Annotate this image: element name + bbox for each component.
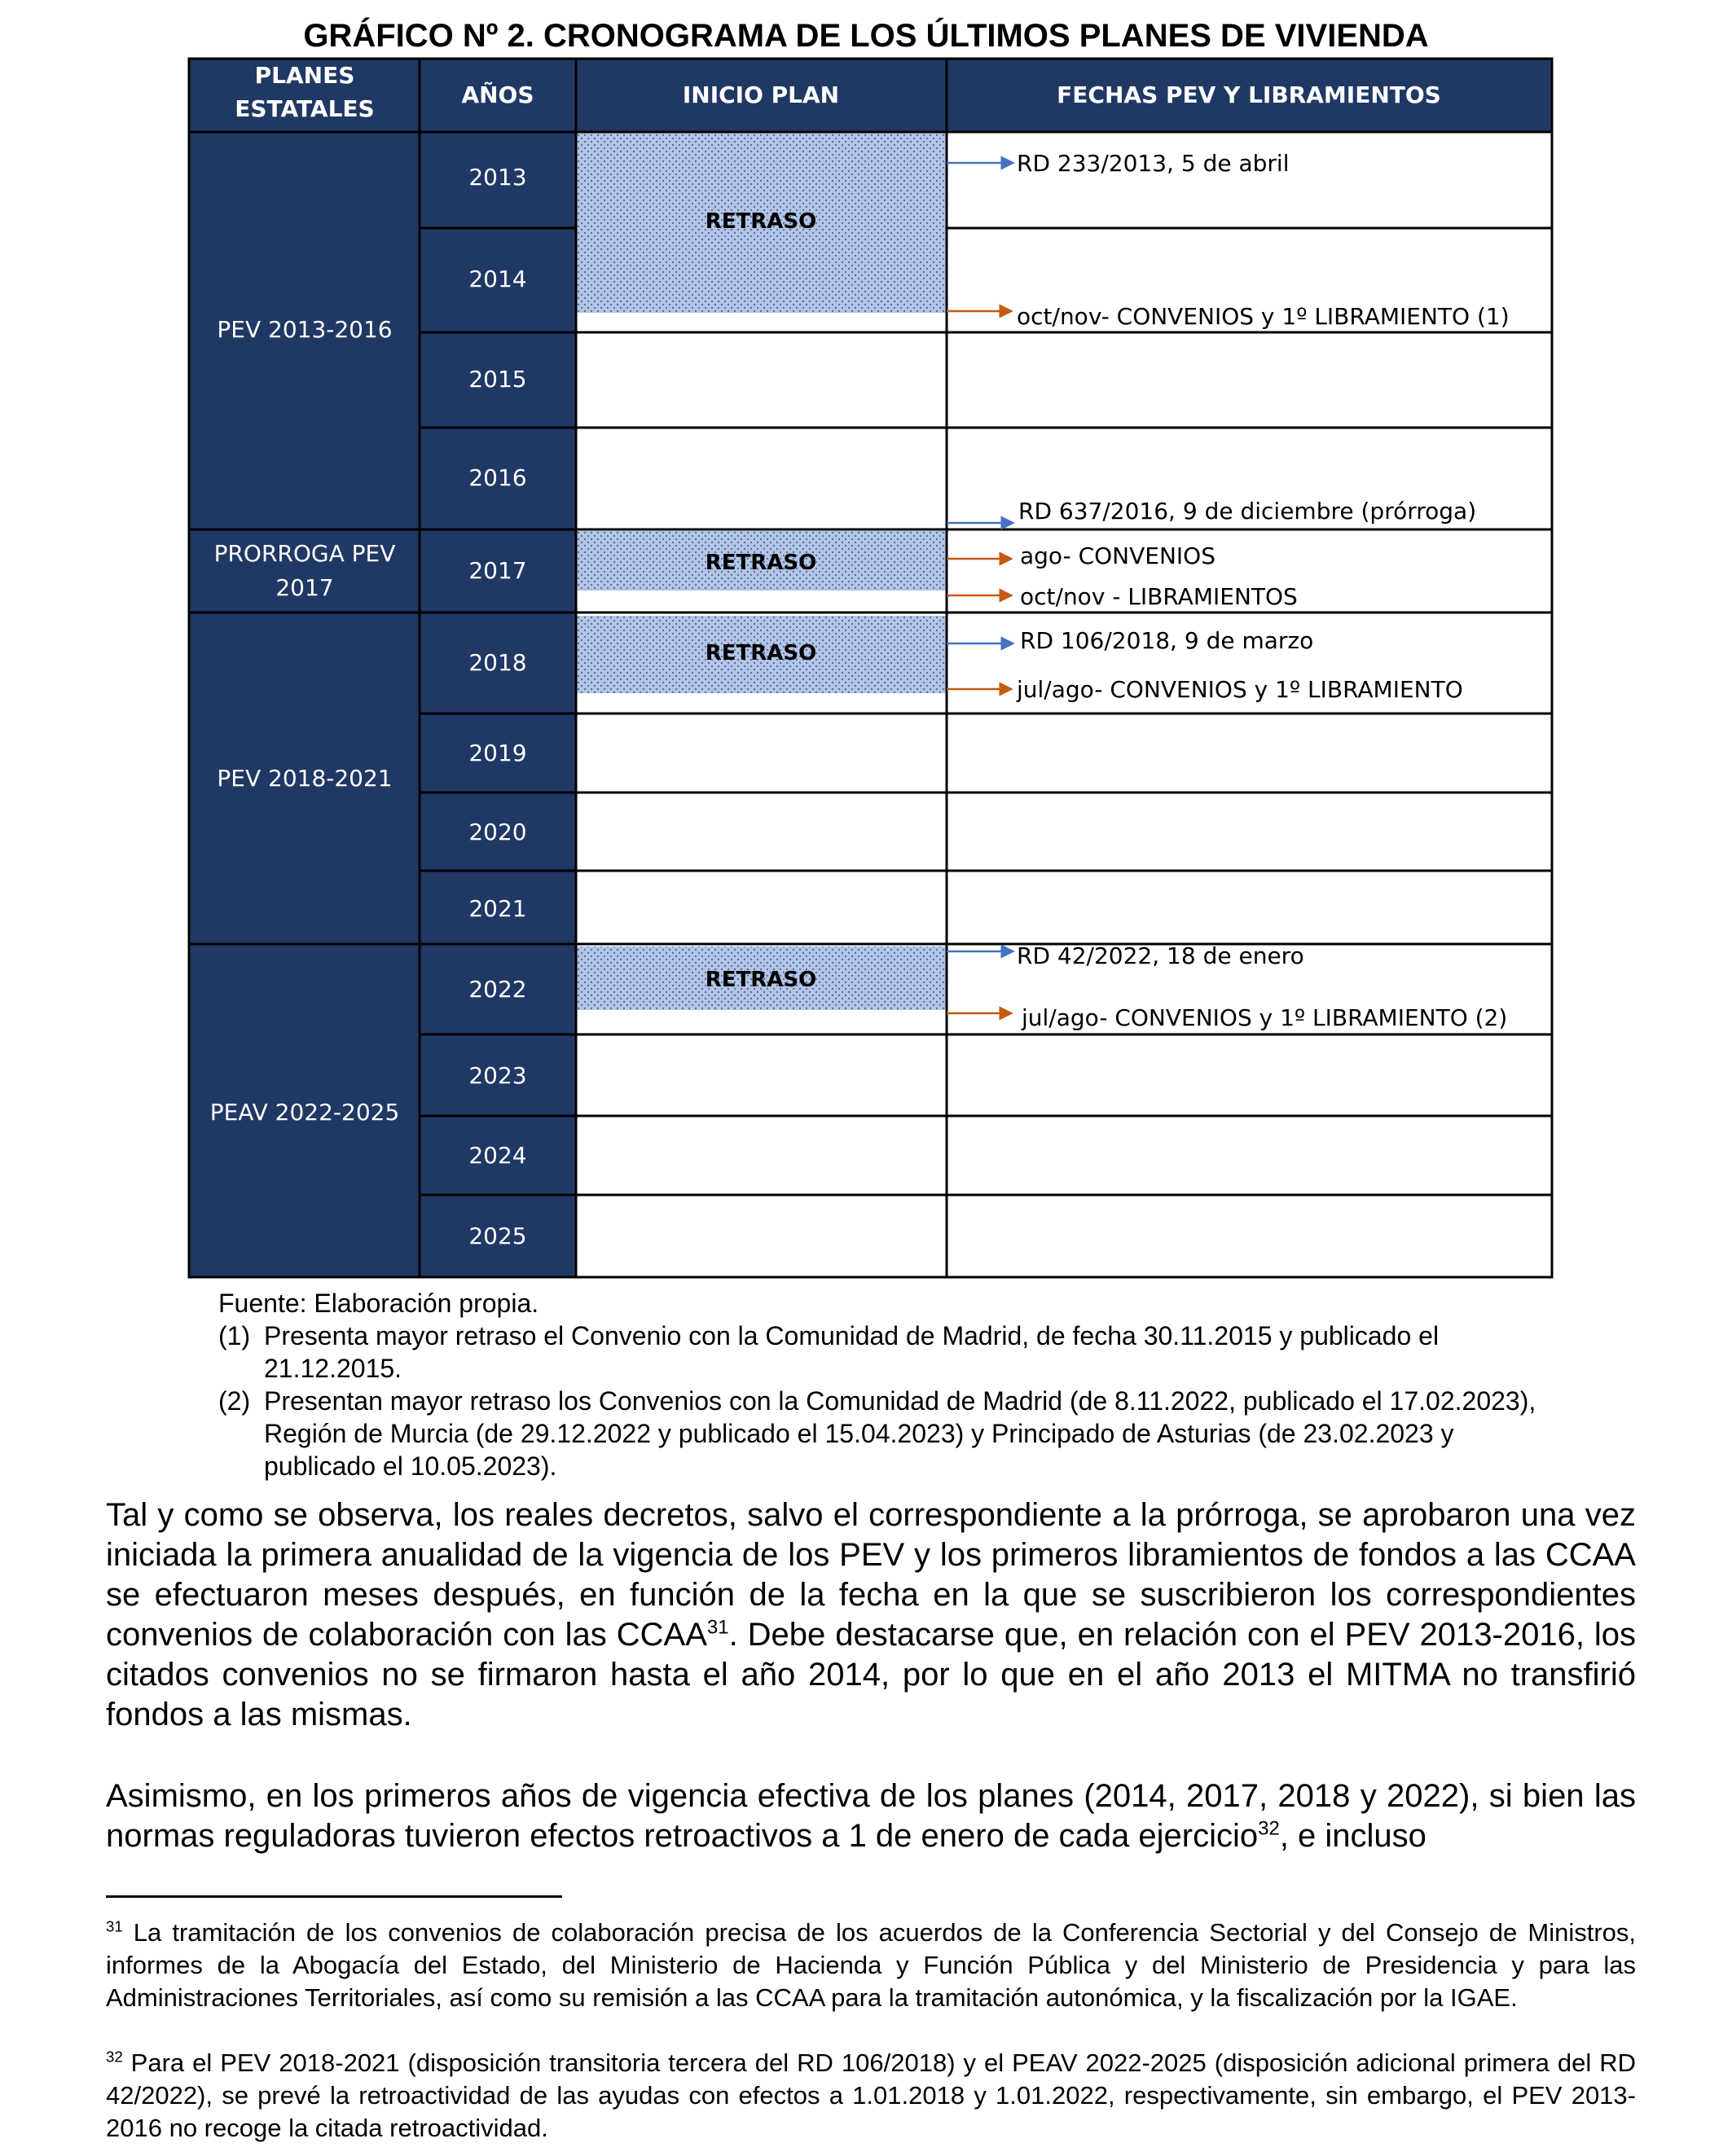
year-cell: 2023 bbox=[468, 1062, 527, 1089]
year-cell: 2019 bbox=[468, 740, 527, 766]
header-anos: AÑOS bbox=[461, 81, 534, 108]
event-text: oct/nov- CONVENIOS y 1º LIBRAMIENTO (1) bbox=[1017, 303, 1510, 330]
year-cell: 2016 bbox=[468, 464, 527, 491]
footnote-31 bbox=[106, 1917, 1636, 2014]
note-item bbox=[218, 1385, 1554, 1482]
body-paragraph-2 bbox=[106, 1776, 1636, 1856]
footnote-ref[interactable]: 31 bbox=[706, 1616, 729, 1639]
year-cell: 2013 bbox=[468, 164, 527, 191]
footnote-separator bbox=[106, 1895, 562, 1898]
footnote-32 bbox=[106, 2047, 1636, 2145]
year-cell: 2021 bbox=[468, 895, 527, 922]
event-text: RD 106/2018, 9 de marzo bbox=[1020, 627, 1314, 654]
year-cell: 2025 bbox=[468, 1223, 527, 1249]
paragraph-text: . Debe destacarse que, en relación con el PEV 2013-2016, los citados convenios no se firmaron hasta el año 2014, por lo que en el año 2013 el MITMA no transfirió fondos a las mismas. bbox=[106, 1617, 1637, 1732]
delay-label: RETRASO bbox=[705, 641, 817, 665]
year-cell: 2015 bbox=[468, 366, 527, 393]
year-cell: 2018 bbox=[468, 649, 527, 676]
plan-label: 2017 bbox=[275, 574, 334, 601]
note-text: Presenta mayor retraso el Convenio con la Comunidad de Madrid, de fecha 30.11.2015 y publicado el 21.12.2015. bbox=[264, 1321, 1440, 1383]
body-paragraph-1 bbox=[106, 1495, 1636, 1735]
plan-label: PEV 2018-2021 bbox=[217, 765, 393, 792]
footnote-ref[interactable]: 32 bbox=[1258, 1817, 1280, 1840]
plan-label: PEV 2013-2016 bbox=[217, 316, 393, 343]
year-cell: 2020 bbox=[468, 819, 527, 845]
event-text: ago- CONVENIOS bbox=[1020, 542, 1215, 569]
header-planes: PLANES bbox=[254, 62, 355, 89]
event-text: RD 233/2013, 5 de abril bbox=[1017, 150, 1290, 177]
header-inicio-plan: INICIO PLAN bbox=[682, 81, 840, 108]
event-text: jul/ago- CONVENIOS y 1º LIBRAMIENTO bbox=[1017, 676, 1463, 703]
chart-title: GRÁFICO Nº 2. CRONOGRAMA DE LOS ÚLTIMOS PLANES DE VIVIENDA bbox=[303, 18, 1429, 54]
footnote-text: La tramitación de los convenios de colaboración precisa de los acuerdos de la Conferencia Sectorial y del Consejo de Ministros, informes de la Abogacía del Estado, del Ministerio de Hacienda y Función Pública y del Ministerio de Presidencia y para las Administraciones Territoriales, así como su remisión a las CCAA para la tramitación autonómica, y la fiscalización por la IGAE. bbox=[106, 1918, 1636, 2012]
plan-label: PRORROGA PEV bbox=[213, 540, 396, 567]
year-cell: 2024 bbox=[468, 1142, 527, 1169]
header-estatales: ESTATALES bbox=[235, 95, 375, 122]
paragraph-text: Tal y como se observa, los reales decretos, salvo el correspondiente a la prórroga, se aprobaron una vez iniciada la primera anualidad de la vigencia de los PEV y los primeros libramientos de fondos a las CCAA se efectuaron meses después, en función de la fecha en la que se suscribieron los correspondientes convenios de colaboración con las CCAA bbox=[106, 1497, 1636, 1653]
event-text: jul/ago- CONVENIOS y 1º LIBRAMIENTO (2) bbox=[1022, 1004, 1508, 1031]
footnote-text: Para el PEV 2018-2021 (disposición transitoria tercera del RD 106/2018) y el PEAV 2022-2025 (disposición adicional primera del RD 42/2022), se prevé la retroactividad de las ayudas con efectos a 1.01.2018 y 1.01.2022, respectivamente, sin embargo, el PEV 2013-2016 no recoge la citada retroactividad. bbox=[106, 2048, 1636, 2142]
note-number: (1) bbox=[218, 1321, 251, 1350]
event-text: RD 637/2016, 9 de diciembre (prórroga) bbox=[1018, 498, 1477, 525]
note-number: (2) bbox=[218, 1386, 251, 1416]
paragraph-text: Asimismo, en los primeros años de vigencia efectiva de los planes (2014, 2017, 2018 y 2022), si bien las normas reguladoras tuvieron efectos retroactivos a 1 de enero de cada ejercicio bbox=[106, 1778, 1636, 1854]
year-cell: 2022 bbox=[468, 976, 527, 1003]
event-text: oct/nov - LIBRAMIENTOS bbox=[1020, 583, 1298, 610]
year-cell: 2014 bbox=[468, 266, 527, 292]
footnote-number: 32 bbox=[106, 2048, 123, 2066]
delay-label: RETRASO bbox=[705, 209, 817, 234]
footnote-number: 31 bbox=[106, 1917, 123, 1935]
paragraph-text: , e incluso bbox=[1279, 1818, 1426, 1854]
year-cell: 2017 bbox=[468, 557, 527, 584]
header-fechas: FECHAS PEV Y LIBRAMIENTOS bbox=[1057, 81, 1441, 108]
source-note: Fuente: Elaboración propia. bbox=[218, 1289, 539, 1318]
note-text: Presentan mayor retraso los Convenios con la Comunidad de Madrid (de 8.11.2022, publicado el 17.02.2023), Región de Murcia (de 29.12.2022 y publicado el 15.04.2023) y Principado de Asturias (de 23.02.2023 y publicado el 10.05.2023). bbox=[264, 1386, 1536, 1481]
delay-label: RETRASO bbox=[705, 551, 817, 575]
event-text: RD 42/2022, 18 de enero bbox=[1017, 942, 1304, 969]
chart-notes bbox=[218, 1287, 1554, 1482]
event-arrows bbox=[947, 163, 1013, 1013]
delay-label: RETRASO bbox=[705, 968, 817, 992]
plan-label: PEAV 2022-2025 bbox=[209, 1099, 400, 1126]
note-item bbox=[218, 1320, 1554, 1385]
